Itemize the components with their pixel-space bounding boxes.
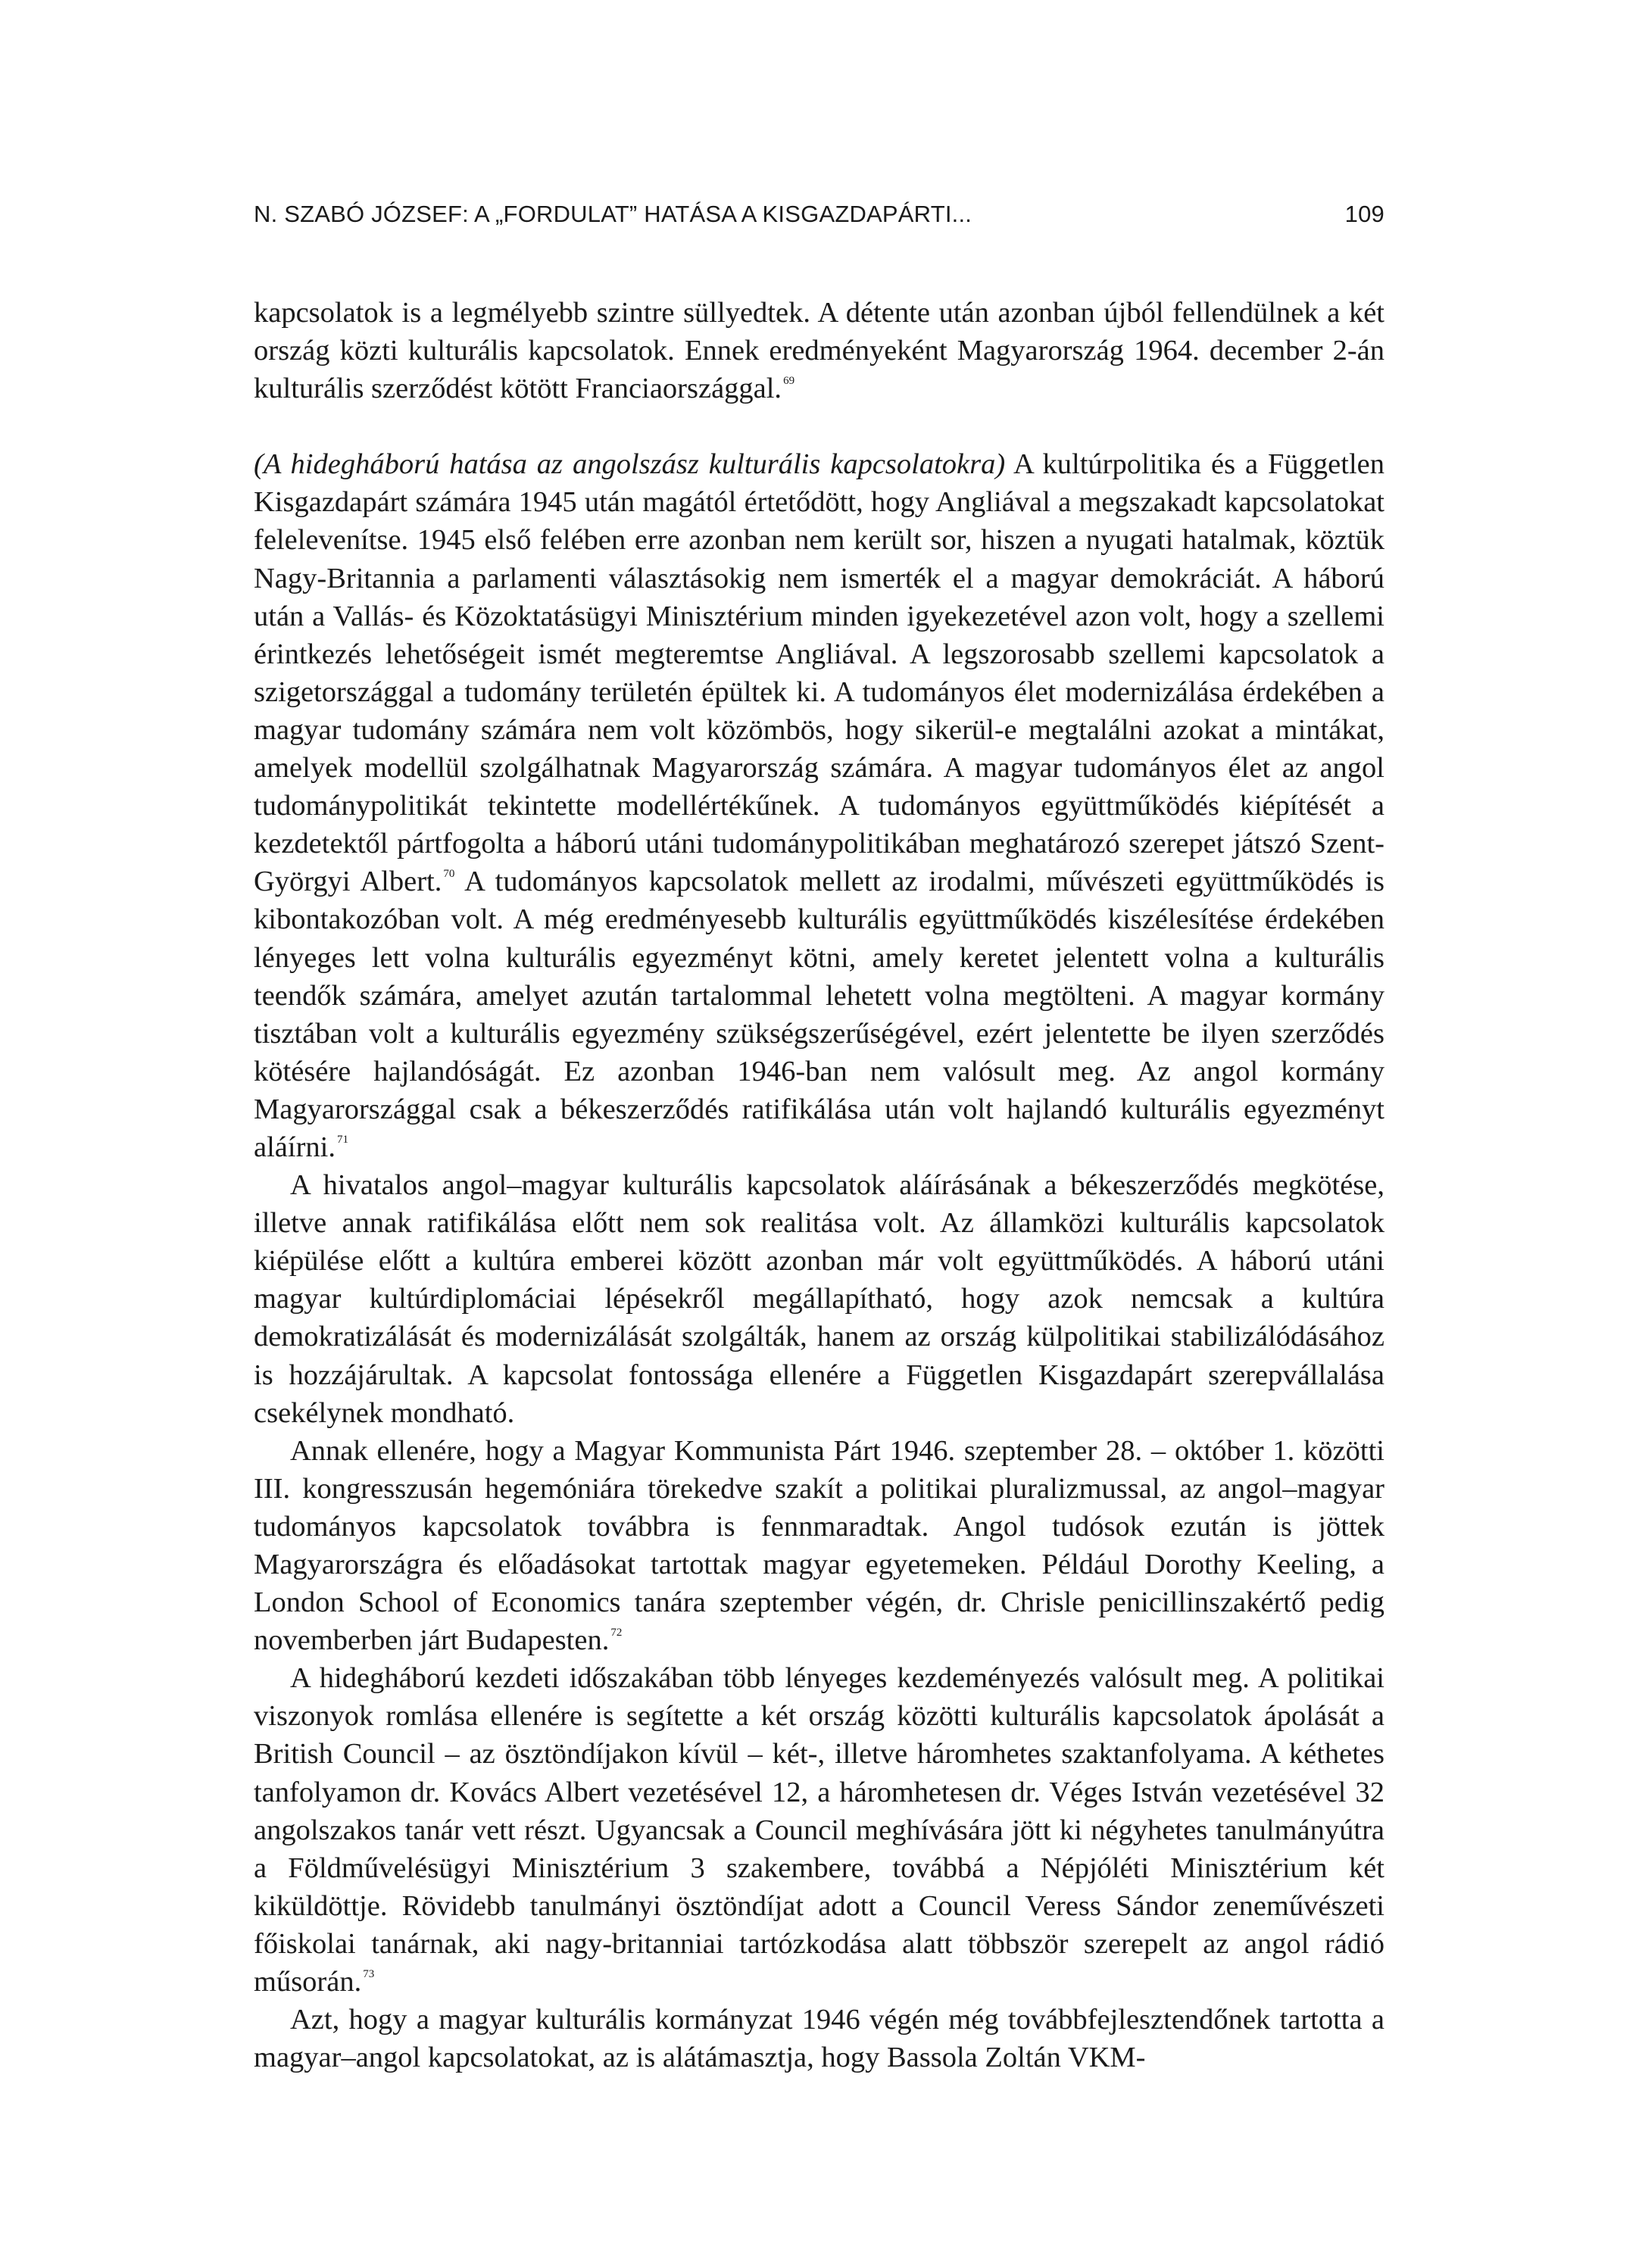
- section-run-in-heading: (A hidegháború hatása az angolszász kulturális kapcsolatokra): [254, 448, 1006, 481]
- paragraph-text: A hidegháború kezdeti időszakában több lényeges kezdeményezés valósult meg. A politikai viszonyok romlása ellenére is segítette a két ország közötti kulturális kapcsolatok ápolását a British Council – az ösztöndíjakon kívül – két-, illetve háromhetes szaktanfolyama. A kéthetes tanfolyamon dr. Kovács Albert vezetésével 12, a háromhetesen dr. Véges István vezetésével 32 angolszakos tanár vett részt. Ugyancsak a Council meghívására jött ki négyhetes tanulmányútra a Földművelésügyi Minisztérium 3 szakembere, továbbá a Népjóléti Minisztérium két kiküldöttje. Rövidebb tanulmányi ösztöndíjat adott a Council Veress Sándor zeneművészeti főiskolai tanárnak, aki nagy-britanniai tartózkodása alatt többször szerepelt az angol rádió műsorán.: [254, 1662, 1384, 1998]
- body-text: [254, 294, 1384, 2076]
- paragraph-1: [254, 294, 1384, 407]
- footnote-marker: 69: [783, 375, 795, 388]
- footnote-marker: 73: [363, 1968, 375, 1981]
- paragraph-text: A tudományos kapcsolatok mellett az irodalmi, művészeti együttműködés is kibontakozóban volt. A még eredményesebb kulturális együttműködés kiszélesítése érdekében lényeges lett volna kulturális egyezményt kötni, amely keretet jelentett volna a kulturális teendők számára, amelyet azután tartalommal lehetett volna megtölteni. A magyar kormány tisztában volt a kulturális egyezmény szükségszerűségével, ezért jelentette be ilyen szerződés kötésére hajlandóságát. Ez azonban 1946-ban nem valósult meg. Az angol kormány Magyarországgal csak a békeszerződés ratifikálása után volt hajlandó kulturális egyezményt aláírni.: [254, 866, 1384, 1163]
- paragraph-2: [254, 445, 1384, 1166]
- paragraph-6: [254, 2001, 1384, 2076]
- paragraph-text: A kultúrpolitika és a Független Kisgazdapárt számára 1945 után magától értetődött, hogy Angliával a megszakadt kapcsolatokat felelevenítse. 1945 első felében erre azonban nem került sor, hiszen a nyugati hatalmak, köztük Nagy-Britannia a parlamenti választásokig nem ismerték el a magyar demokráciát. A háború után a Vallás- és Közoktatásügyi Minisztérium minden igyekezetével azon volt, hogy a szellemi érintkezés lehetőségeit ismét megteremtse Angliával. A legszorosabb szellemi kapcsolatok a szigetországgal a tudomány területén épültek ki. A tudományos élet modernizálása érdekében a magyar tudomány számára nem volt közömbös, hogy sikerül-e megtalálni azokat a mintákat, amelyek modellül szolgálhatnak Magyarország számára. A magyar tudományos élet az angol tudománypolitikát tekintette modellértékűnek. A tudományos együttműködés kiépítését a kezdetektől pártfogolta a háború utáni tudománypolitikában meghatározó szerepet játszó Szent-Györgyi Albert.: [254, 448, 1384, 898]
- document-page: [254, 201, 1384, 2074]
- paragraph-4: [254, 1432, 1384, 1660]
- running-title: N. SZABÓ JÓZSEF: A „FORDULAT” HATÁSA A KISGAZDAPÁRTI...: [254, 201, 972, 227]
- footnote-marker: 72: [610, 1627, 623, 1639]
- running-header: [254, 201, 1384, 246]
- paragraph-5: [254, 1659, 1384, 2001]
- paragraph-3: [254, 1166, 1384, 1432]
- paragraph-text: kapcsolatok is a legmélyebb szintre süllyedtek. A détente után azonban újból fellendülnek a két ország közti kulturális kapcsolatok. Ennek eredményeként Magyarország 1964. december 2-án kulturális szerződést kötött Franciaországgal.: [254, 297, 1384, 405]
- paragraph-text: Azt, hogy a magyar kulturális kormányzat 1946 végén még továbbfejlesztendőnek tartotta a magyar–angol kapcsolatokat, az is alátámasztja, hogy Bassola Zoltán VKM-: [254, 2004, 1384, 2074]
- paragraph-text: Annak ellenére, hogy a Magyar Kommunista Párt 1946. szeptember 28. – október 1. közötti III. kongresszusán hegemóniára törekedve szakít a politikai pluralizmussal, az angol–magyar tudományos kapcsolatok továbbra is fennmaradtak. Angol tudósok ezután is jöttek Magyarországra és előadásokat tartottak magyar egyetemeken. Például Dorothy Keeling, a London School of Economics tanára szeptember végén, dr. Chrisle penicillinszakértő pedig novemberben járt Budapesten.: [254, 1434, 1384, 1657]
- footnote-marker: 70: [443, 868, 455, 881]
- footnote-marker: 71: [336, 1133, 348, 1146]
- page-number: 109: [1344, 201, 1384, 227]
- paragraph-text: A hivatalos angol–magyar kulturális kapcsolatok aláírásának a békeszerződés megkötése, illetve annak ratifikálása előtt nem sok realitása volt. Az államközi kulturális kapcsolatok kiépülése előtt a kultúra emberei között azonban már volt együttműködés. A háború utáni magyar kultúrdiplomáciai lépésekről megállapítható, hogy azok nemcsak a kultúra demokratizálását és modernizálását szolgálták, hanem az ország külpolitikai stabilizálódásához is hozzájárultak. A kapcsolat fontossága ellenére a Független Kisgazdapárt szerepvállalása csekélynek mondható.: [254, 1169, 1384, 1429]
